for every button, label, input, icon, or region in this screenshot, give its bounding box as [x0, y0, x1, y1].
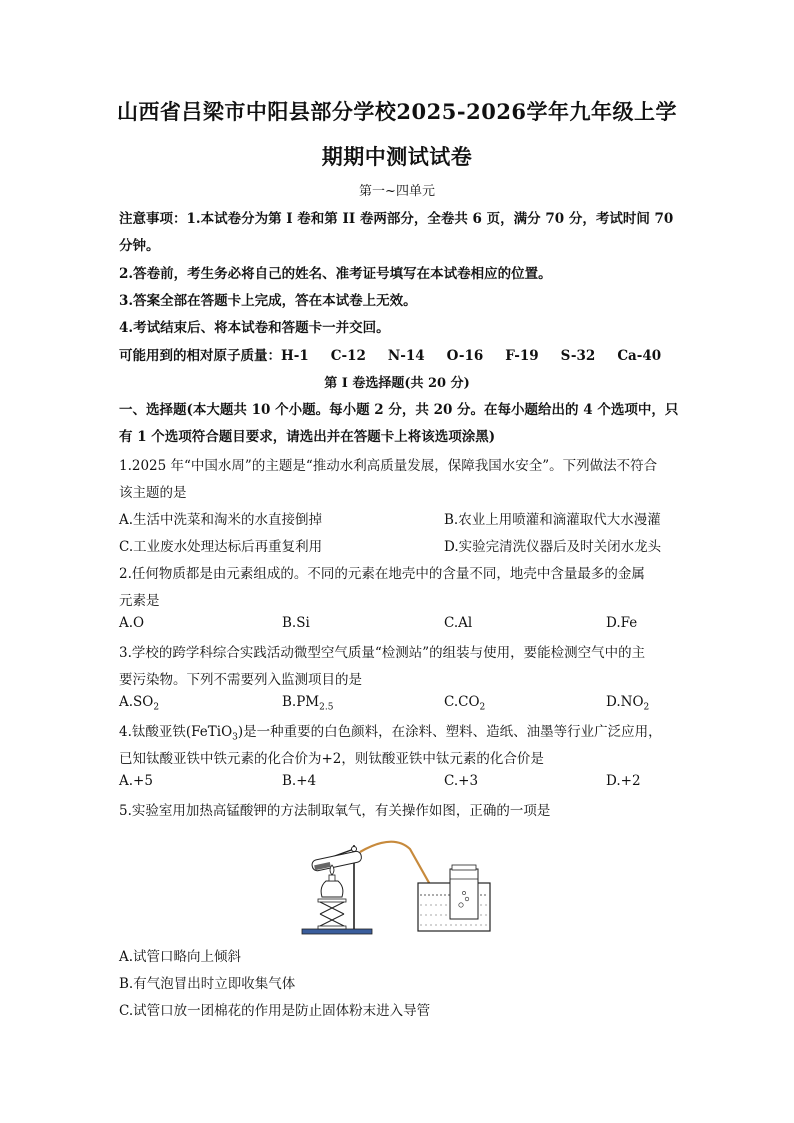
oxygen-apparatus-figure [298, 835, 498, 937]
notice-2: 2.答卷前，考生务必将自己的姓名、准考证号填写在本试卷相应的位置。 [119, 266, 552, 282]
stand-base [302, 929, 372, 934]
part1-instructions-2: 有 1 个选项符合题目要求，请选出并在答题卡上将该选项涂黑) [119, 429, 496, 445]
atom-h: H-1 [281, 348, 309, 364]
q5-option-a: A.试管口略向上倾斜 [119, 949, 242, 965]
q2-option-d: D.Fe [606, 615, 638, 631]
q4-option-b: B.+4 [282, 773, 317, 789]
q3-option-a: $A.SO_2$ [119, 694, 160, 713]
notice-1b: 分钟。 [119, 238, 160, 254]
q4-stem-1: 4.钛酸亚铁(FeTiO$_3$)是一种重要的白色颜料，在涂料、塑料、造纸、油墨等行业广泛应用， [119, 724, 662, 743]
notice-1a: 注意事项：1.本试卷分为第 I 卷和第 II 卷两部分，全卷共 6 页，满分 70 分，考试时间 70 [119, 211, 674, 227]
notice-4: 4.考试结束后、将本试卷和答题卡一并交回。 [119, 320, 390, 336]
part1-instructions-1: 一、选择题(本大题共 10 个小题。每小题 2 分，共 20 分。在每小题给出的 4 个选项中，只 [119, 402, 679, 418]
exam-title-line1: 山西省吕梁市中阳县部分学校2025-2026学年九年级上学 [116, 99, 678, 124]
jack-bottom [318, 926, 346, 929]
atomic-masses [119, 344, 679, 364]
q3-stem-2: 要污染物。下列不需要列入监测项目的是 [119, 672, 362, 688]
atom-o: O-16 [446, 348, 484, 364]
q2-stem-2: 元素是 [119, 593, 160, 609]
q2-option-a: A.O [119, 615, 145, 631]
q4-option-c: C.+3 [444, 773, 479, 789]
q3-option-d: $D.NO_2$ [606, 694, 650, 713]
unit-range: 第一~四单元 [359, 184, 435, 199]
q1-option-d: D.实验完清洗仪器后及时关闭水龙头 [444, 539, 662, 555]
alcohol-lamp [321, 881, 343, 897]
atomic-masses-label: 可能用到的相对原子质量： [119, 348, 281, 364]
atom-s: S-32 [560, 348, 596, 364]
q2-stem-1: 2.任何物质都是由元素组成的。不同的元素在地壳中的含量不同，地壳中含量最多的金属 [119, 566, 645, 582]
q1-option-b: B.农业上用喷灌和滴灌取代大水漫灌 [444, 512, 661, 528]
q4-option-d: D.+2 [606, 773, 641, 789]
q3-option-b: $B.PM_{2.5}$ [282, 694, 334, 713]
atom-c: C-12 [330, 348, 366, 364]
q4-option-a: A.+5 [119, 773, 153, 789]
q3-option-c: $C.CO_2$ [444, 694, 486, 713]
atom-ca: Ca-40 [617, 348, 662, 364]
q2-option-b: B.Si [282, 615, 310, 631]
q1-stem-1: 1.2025 年“中国水周”的主题是“推动水利高质量发展，保障我国水安全”。下列做法不符合 [119, 458, 658, 474]
notice-3: 3.答案全部在答题卡上完成，答在本试卷上无效。 [119, 293, 417, 309]
q5-stem: 5.实验室用加热高锰酸钾的方法制取氧气，有关操作如图，正确的一项是 [119, 803, 551, 819]
clamp-knob [352, 847, 357, 852]
atom-f: F-19 [505, 348, 539, 364]
q1-option-c: C.工业废水处理达标后再重复利用 [119, 539, 323, 555]
q4-stem-2: 已知钛酸亚铁中铁元素的化合价为+2，则钛酸亚铁中钛元素的化合价是 [119, 751, 544, 767]
q3-stem-1: 3.学校的跨学科综合实践活动微型空气质量“检测站”的组装与使用，要能检测空气中的主 [119, 645, 646, 661]
q2-option-c: C.Al [444, 615, 473, 631]
q1-option-a: A.生活中洗菜和淘米的水直接倒掉 [119, 512, 323, 528]
atom-n: N-14 [387, 348, 425, 364]
exam-title-line2: 期期中测试试卷 [321, 144, 473, 169]
q5-option-c: C.试管口放一团棉花的作用是防止固体粉末进入导管 [119, 1003, 431, 1019]
jack-top [318, 899, 346, 902]
section-1-title: 第 I 卷选择题(共 20 分) [324, 376, 470, 391]
q5-option-b: B.有气泡冒出时立即收集气体 [119, 976, 296, 992]
flame [330, 865, 334, 875]
q1-stem-2: 该主题的是 [119, 485, 187, 501]
